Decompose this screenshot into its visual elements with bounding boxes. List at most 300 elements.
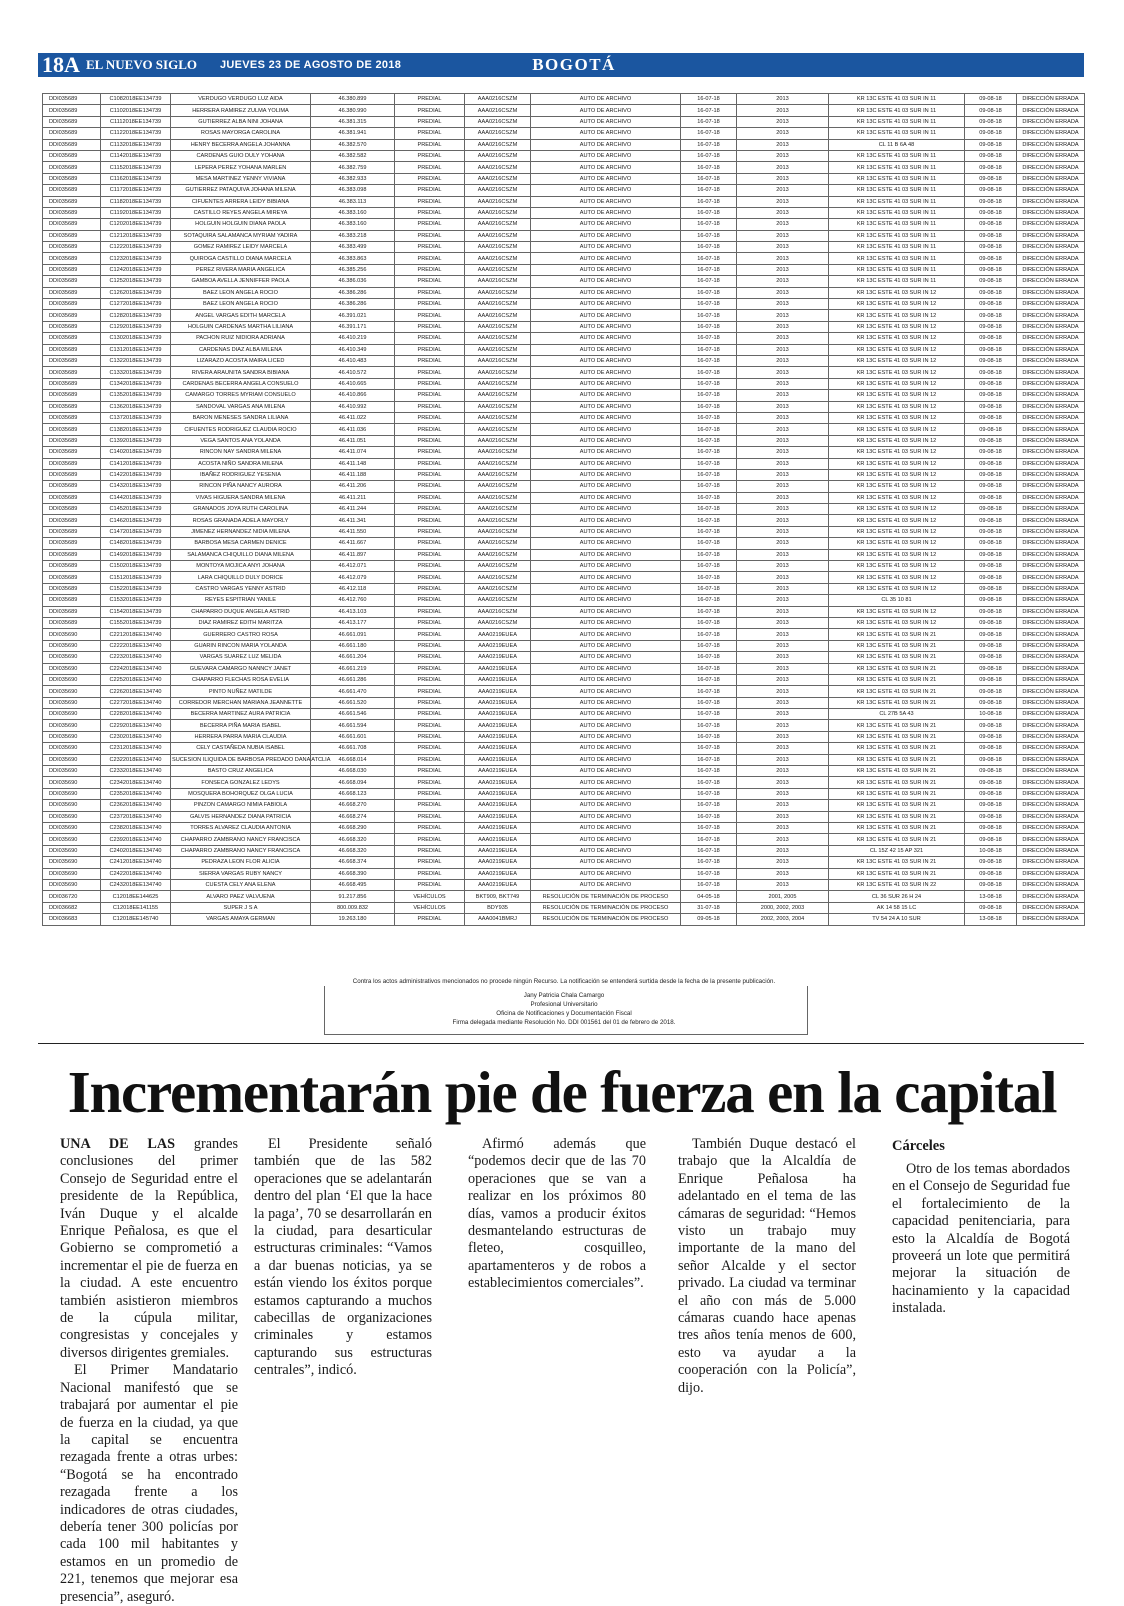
table-cell: AUTO DE ARCHIVO (531, 674, 681, 685)
table-cell: 16-07-18 (681, 321, 737, 332)
table-cell: 2013 (737, 515, 829, 526)
table-cell: AUTO DE ARCHIVO (531, 481, 681, 492)
table-cell: JIMENEZ HERNANDEZ NIDIA MILENA (171, 526, 311, 537)
table-cell: BKT909, BKT749 (465, 891, 531, 902)
table-cell: DIRECCIÓN ERRADA (1017, 378, 1085, 389)
table-cell: C12018EE141155 (101, 902, 171, 913)
table-cell: KR 13C ESTE 41 03 SUR IN 12 (829, 515, 965, 526)
table-cell: 09-08-18 (965, 834, 1017, 845)
table-cell: PREDIAL (395, 230, 465, 241)
table-row (43, 834, 1085, 845)
table-cell: 46.668.030 (311, 766, 395, 777)
table-cell: PREDIAL (395, 458, 465, 469)
table-cell: CARDENAS GUIO DULY YOHANA (171, 150, 311, 161)
table-cell: DDI035689 (43, 299, 101, 310)
table-cell: CHAPARRO DUQUE ANGELA ASTRID (171, 606, 311, 617)
table-cell: AAA0216CSZM (465, 139, 531, 150)
table-cell: AAA0216CSZM (465, 367, 531, 378)
table-cell: KR 13C ESTE 41 03 SUR IN 21 (829, 731, 965, 742)
table-cell: 46.411.148 (311, 458, 395, 469)
table-cell: PREDIAL (395, 663, 465, 674)
table-cell: 2013 (737, 538, 829, 549)
table-cell: DIRECCIÓN ERRADA (1017, 276, 1085, 287)
table-cell: 46.661.470 (311, 686, 395, 697)
table-row (43, 743, 1085, 754)
table-cell: C1212018EE134739 (101, 230, 171, 241)
table-cell: DIRECCIÓN ERRADA (1017, 219, 1085, 230)
table-cell: DIRECCIÓN ERRADA (1017, 333, 1085, 344)
table-cell: KR 13C ESTE 41 03 SUR IN 21 (829, 823, 965, 834)
table-row (43, 390, 1085, 401)
table-cell: AAA0216CSZM (465, 549, 531, 560)
table-cell: 46.383.113 (311, 196, 395, 207)
table-cell: 16-07-18 (681, 857, 737, 868)
table-cell: 2013 (737, 162, 829, 173)
table-cell: AAA0216CSZM (465, 538, 531, 549)
table-cell: AUTO DE ARCHIVO (531, 128, 681, 139)
table-cell: 09-08-18 (965, 447, 1017, 458)
table-cell: C1382018EE134739 (101, 424, 171, 435)
table-row (43, 891, 1085, 902)
article-paragraph-4: Afirmó además que “podemos decir que de las 70 operaciones que se van a realizar en los próximos 80 días, vamos a producir éxitos desmantelando estructuras de fleteo, cosquilleo, apartamenteros y de robos a establecimientos comerciales”. (468, 1136, 646, 1292)
table-cell: 16-07-18 (681, 811, 737, 822)
table-cell: 16-07-18 (681, 207, 737, 218)
table-cell: DIRECCIÓN ERRADA (1017, 595, 1085, 606)
table-cell: 46.391.021 (311, 310, 395, 321)
table-cell: AAA0216CSZM (465, 595, 531, 606)
table-cell: 16-07-18 (681, 743, 737, 754)
table-cell: 16-07-18 (681, 230, 737, 241)
table-row (43, 185, 1085, 196)
table-cell: DIRECCIÓN ERRADA (1017, 663, 1085, 674)
table-cell: 46.411.244 (311, 504, 395, 515)
article-lead-in: UNA DE LAS (60, 1136, 176, 1152)
table-cell: 2013 (737, 207, 829, 218)
table-cell: AUTO DE ARCHIVO (531, 230, 681, 241)
table-cell: AAA0216CSZM (465, 469, 531, 480)
table-cell: AAA0216CSZM (465, 150, 531, 161)
table-cell: PREDIAL (395, 344, 465, 355)
table-cell: AAA0216CSZM (465, 185, 531, 196)
table-cell: 2002, 2003, 2004 (737, 914, 829, 925)
table-cell: C2312018EE134740 (101, 743, 171, 754)
table-cell: KR 13C ESTE 41 03 SUR IN 21 (829, 686, 965, 697)
table-cell: KR 13C ESTE 41 03 SUR IN 11 (829, 253, 965, 264)
table-cell: 16-07-18 (681, 640, 737, 651)
table-cell: DDI035689 (43, 321, 101, 332)
table-cell: DDI035689 (43, 196, 101, 207)
table-cell: 09-08-18 (965, 185, 1017, 196)
table-cell: 16-07-18 (681, 617, 737, 628)
table-cell: 16-07-18 (681, 105, 737, 116)
table-cell: KR 13C ESTE 41 03 SUR IN 12 (829, 549, 965, 560)
table-cell: C1312018EE134739 (101, 344, 171, 355)
table-row (43, 367, 1085, 378)
table-cell: DIRECCIÓN ERRADA (1017, 367, 1085, 378)
table-cell: 16-07-18 (681, 526, 737, 537)
table-cell: BDY935 (465, 902, 531, 913)
table-cell: KR 13C ESTE 41 03 SUR IN 21 (829, 777, 965, 788)
table-cell: HERRERA RAMIREZ ZULMA YOLIMA (171, 105, 311, 116)
table-cell: PREDIAL (395, 754, 465, 765)
table-cell: AK 14 58 15 LC (829, 902, 965, 913)
table-cell: DIRECCIÓN ERRADA (1017, 321, 1085, 332)
table-cell: KR 13C ESTE 41 03 SUR IN 12 (829, 606, 965, 617)
table-cell: 09-08-18 (965, 219, 1017, 230)
table-row (43, 663, 1085, 674)
table-cell: KR 13C ESTE 41 03 SUR IN 12 (829, 572, 965, 583)
table-cell: CUESTA CELY ANA ELENA (171, 879, 311, 890)
table-cell: C1122018EE134739 (101, 128, 171, 139)
table-cell: AUTO DE ARCHIVO (531, 504, 681, 515)
table-cell: AAA0219EUEA (465, 652, 531, 663)
table-cell: KR 13C ESTE 41 03 SUR IN 11 (829, 150, 965, 161)
table-cell: BAEZ LEON ANGELA ROCIO (171, 299, 311, 310)
table-cell: C2272018EE134740 (101, 697, 171, 708)
table-row (43, 424, 1085, 435)
table-cell: C1252018EE134739 (101, 276, 171, 287)
table-cell: 13-08-18 (965, 914, 1017, 925)
table-cell: KR 13C ESTE 41 03 SUR IN 12 (829, 424, 965, 435)
table-cell: DDI035689 (43, 492, 101, 503)
table-cell: CL 11 B 6A 48 (829, 139, 965, 150)
table-cell: LIZARAZO ACOSTA MAIRA LICED (171, 355, 311, 366)
table-cell: 09-08-18 (965, 720, 1017, 731)
table-cell: 16-07-18 (681, 469, 737, 480)
table-row (43, 310, 1085, 321)
table-cell: 46.382.759 (311, 162, 395, 173)
table-cell: 09-08-18 (965, 561, 1017, 572)
table-cell: 46.668.390 (311, 868, 395, 879)
table-cell: DIRECCIÓN ERRADA (1017, 640, 1085, 651)
table-cell: AAA0216CSZM (465, 173, 531, 184)
table-cell: PREDIAL (395, 515, 465, 526)
table-cell: C1462018EE134739 (101, 515, 171, 526)
table-cell: AUTO DE ARCHIVO (531, 105, 681, 116)
table-row (43, 709, 1085, 720)
table-cell: VIVAS HIGUERA SANDRA MILENA (171, 492, 311, 503)
table-cell: 09-08-18 (965, 424, 1017, 435)
table-cell: 09-08-18 (965, 105, 1017, 116)
table-cell: 16-07-18 (681, 412, 737, 423)
table-cell: AAA0219EUEA (465, 868, 531, 879)
table-row (43, 572, 1085, 583)
table-cell: 46.411.036 (311, 424, 395, 435)
table-cell: AAA0216CSZM (465, 378, 531, 389)
table-cell: CARDENAS BECERRA ANGELA CONSUELO (171, 378, 311, 389)
table-row (43, 652, 1085, 663)
table-cell: 2013 (737, 321, 829, 332)
table-cell: AAA0041BMRJ (465, 914, 531, 925)
table-cell: C2252018EE134740 (101, 674, 171, 685)
table-cell: REYES ESPITRIAN YANILE (171, 595, 311, 606)
table-row (43, 469, 1085, 480)
table-cell: DIRECCIÓN ERRADA (1017, 583, 1085, 594)
table-cell: AAA0216CSZM (465, 412, 531, 423)
table-cell: 09-08-18 (965, 150, 1017, 161)
table-cell: DIRECCIÓN ERRADA (1017, 686, 1085, 697)
table-cell: 09-08-18 (965, 435, 1017, 446)
table-cell: 2013 (737, 743, 829, 754)
table-cell: PREDIAL (395, 162, 465, 173)
table-cell: DIRECCIÓN ERRADA (1017, 697, 1085, 708)
table-cell: AAA0216CSZM (465, 207, 531, 218)
table-cell: 09-08-18 (965, 378, 1017, 389)
table-cell: DIRECCIÓN ERRADA (1017, 845, 1085, 856)
table-cell: PREDIAL (395, 469, 465, 480)
table-cell: 2013 (737, 276, 829, 287)
table-row (43, 902, 1085, 913)
table-cell: 09-08-18 (965, 686, 1017, 697)
table-cell: DIRECCIÓN ERRADA (1017, 230, 1085, 241)
table-row (43, 287, 1085, 298)
table-cell: DDI035689 (43, 606, 101, 617)
table-cell: AUTO DE ARCHIVO (531, 367, 681, 378)
table-cell: AAA0216CSZM (465, 424, 531, 435)
table-row (43, 378, 1085, 389)
table-cell: DIRECCIÓN ERRADA (1017, 390, 1085, 401)
table-cell: DIRECCIÓN ERRADA (1017, 207, 1085, 218)
table-cell: 46.383.160 (311, 207, 395, 218)
table-cell: DDI035689 (43, 515, 101, 526)
article-paragraph-6: Otro de los temas abordados en el Consejo de Seguridad fue el fortalecimiento de la capacidad penitenciaria, para esto la Alcaldía de Bogotá proveerá un lote que permitirá mejorar la situación de hacinamiento y la capacidad instalada. (892, 1161, 1070, 1317)
table-cell: DIRECCIÓN ERRADA (1017, 902, 1085, 913)
table-cell: 16-07-18 (681, 515, 737, 526)
table-cell: 2013 (737, 504, 829, 515)
table-row (43, 800, 1085, 811)
table-cell: AUTO DE ARCHIVO (531, 743, 681, 754)
table-cell: 2013 (737, 481, 829, 492)
table-row (43, 264, 1085, 275)
table-cell: 2013 (737, 674, 829, 685)
table-cell: C1322018EE134739 (101, 355, 171, 366)
table-cell: AUTO DE ARCHIVO (531, 492, 681, 503)
table-cell: C1502018EE134739 (101, 561, 171, 572)
table-cell: KR 13C ESTE 41 03 SUR IN 11 (829, 162, 965, 173)
table-cell: IBAÑEZ RODRIGUEZ YESENIA (171, 469, 311, 480)
table-cell: DIRECCIÓN ERRADA (1017, 435, 1085, 446)
table-cell: GOMEZ RAMIREZ LEIDY MARCELA (171, 242, 311, 253)
table-cell: DIRECCIÓN ERRADA (1017, 526, 1085, 537)
table-cell: 16-07-18 (681, 572, 737, 583)
table-cell: PREDIAL (395, 390, 465, 401)
table-cell: DDI035689 (43, 401, 101, 412)
table-row (43, 230, 1085, 241)
table-cell: DIRECCIÓN ERRADA (1017, 629, 1085, 640)
table-cell: 16-07-18 (681, 686, 737, 697)
table-cell: 09-08-18 (965, 606, 1017, 617)
table-cell: LEPERA PEREZ YOHANA MARLEN (171, 162, 311, 173)
table-cell: SIERRA VARGAS RUBY NANCY (171, 868, 311, 879)
table-row (43, 583, 1085, 594)
table-cell: ANGEL VARGAS EDITH MARCELA (171, 310, 311, 321)
table-cell: 46.413.177 (311, 617, 395, 628)
table-cell: AAA0216CSZM (465, 515, 531, 526)
table-cell: AUTO DE ARCHIVO (531, 720, 681, 731)
table-cell: CL 35 10 81 (829, 595, 965, 606)
table-cell: DDI035690 (43, 720, 101, 731)
table-cell: PREDIAL (395, 777, 465, 788)
table-cell: 2013 (737, 139, 829, 150)
table-cell: AUTO DE ARCHIVO (531, 811, 681, 822)
table-cell: 46.411.341 (311, 515, 395, 526)
table-cell: 46.668.495 (311, 879, 395, 890)
table-cell: 09-08-18 (965, 766, 1017, 777)
table-cell: 46.382.582 (311, 150, 395, 161)
table-row (43, 333, 1085, 344)
table-cell: DDI035690 (43, 823, 101, 834)
table-cell: 46.661.286 (311, 674, 395, 685)
table-cell: AUTO DE ARCHIVO (531, 515, 681, 526)
table-row (43, 515, 1085, 526)
table-cell: DIRECCIÓN ERRADA (1017, 891, 1085, 902)
table-cell: 46.383.160 (311, 219, 395, 230)
table-cell: PREDIAL (395, 310, 465, 321)
table-cell: 2013 (737, 766, 829, 777)
table-cell: 09-08-18 (965, 469, 1017, 480)
table-cell: DDI035689 (43, 481, 101, 492)
table-cell: AUTO DE ARCHIVO (531, 868, 681, 879)
table-cell: DDI035690 (43, 788, 101, 799)
table-cell: C12018EE144625 (101, 891, 171, 902)
table-cell: 16-07-18 (681, 355, 737, 366)
table-cell: DDI035690 (43, 766, 101, 777)
table-cell: DIRECCIÓN ERRADA (1017, 754, 1085, 765)
table-row (43, 299, 1085, 310)
article-headline: Incrementarán pie de fuerza en la capital (67, 1059, 1057, 1125)
table-cell: AAA0216CSZM (465, 242, 531, 253)
table-cell: 16-07-18 (681, 128, 737, 139)
table-cell: 46.382.570 (311, 139, 395, 150)
table-cell: C1422018EE134739 (101, 469, 171, 480)
table-cell: 46.668.123 (311, 788, 395, 799)
table-cell: C1172018EE134739 (101, 185, 171, 196)
table-row (43, 321, 1085, 332)
table-cell: 2013 (737, 390, 829, 401)
table-cell: AUTO DE ARCHIVO (531, 652, 681, 663)
table-cell: PREDIAL (395, 914, 465, 925)
table-cell: AAA0216CSZM (465, 299, 531, 310)
table-cell: AUTO DE ARCHIVO (531, 595, 681, 606)
table-cell: PREDIAL (395, 150, 465, 161)
page-number: 18A (42, 52, 80, 77)
table-cell: 09-08-18 (965, 868, 1017, 879)
table-cell: 16-07-18 (681, 94, 737, 105)
table-cell: C1082018EE134739 (101, 94, 171, 105)
appeal-notice: Contra los actos administrativos mencionados no procede ningún Recurso. La notificación se entenderá surtida desde la fecha de la presente publicación. (352, 978, 776, 985)
table-cell: AAA0216CSZM (465, 116, 531, 127)
table-cell: DDI035690 (43, 697, 101, 708)
table-cell: 46.668.290 (311, 823, 395, 834)
table-cell: AUTO DE ARCHIVO (531, 788, 681, 799)
table-cell: DDI035689 (43, 94, 101, 105)
table-cell: SUPER J S A (171, 902, 311, 913)
table-row (43, 697, 1085, 708)
table-cell: KR 13C ESTE 41 03 SUR IN 11 (829, 185, 965, 196)
table-cell: DIRECCIÓN ERRADA (1017, 299, 1085, 310)
table-cell: VEHÍCULOS (395, 891, 465, 902)
table-cell: PREDIAL (395, 321, 465, 332)
table-cell: C1282018EE134739 (101, 310, 171, 321)
table-cell: C2212018EE134740 (101, 629, 171, 640)
table-cell: 09-08-18 (965, 572, 1017, 583)
table-cell: C2232018EE134740 (101, 652, 171, 663)
table-cell: C1402018EE134739 (101, 447, 171, 458)
table-cell: AAA0219EUEA (465, 640, 531, 651)
table-cell: 46.411.211 (311, 492, 395, 503)
table-cell: C1552018EE134739 (101, 617, 171, 628)
table-cell: AUTO DE ARCHIVO (531, 663, 681, 674)
table-row (43, 857, 1085, 868)
table-cell: AAA0216CSZM (465, 481, 531, 492)
table-cell: 16-07-18 (681, 720, 737, 731)
table-cell: DDI035689 (43, 424, 101, 435)
table-cell: CAMARGO TORRES MYRIAM CONSUELO (171, 390, 311, 401)
table-cell: AUTO DE ARCHIVO (531, 253, 681, 264)
table-cell: AAA0216CSZM (465, 355, 531, 366)
table-cell: 46.411.051 (311, 435, 395, 446)
table-cell: KR 13C ESTE 41 03 SUR IN 21 (829, 743, 965, 754)
table-cell: DIRECCIÓN ERRADA (1017, 139, 1085, 150)
table-cell: C2322018EE134740 (101, 754, 171, 765)
table-row (43, 481, 1085, 492)
table-cell: AAA0216CSZM (465, 458, 531, 469)
table-cell: C1202018EE134739 (101, 219, 171, 230)
table-cell: PREDIAL (395, 766, 465, 777)
table-cell: PREDIAL (395, 879, 465, 890)
table-cell: DIRECCIÓN ERRADA (1017, 469, 1085, 480)
table-cell: 2013 (737, 663, 829, 674)
table-cell: C2372018EE134740 (101, 811, 171, 822)
table-row (43, 196, 1085, 207)
table-cell: KR 13C ESTE 41 03 SUR IN 12 (829, 333, 965, 344)
table-cell: KR 13C ESTE 41 03 SUR IN 21 (829, 811, 965, 822)
table-cell: AAA0219EUEA (465, 663, 531, 674)
table-cell: PREDIAL (395, 401, 465, 412)
table-cell: AUTO DE ARCHIVO (531, 583, 681, 594)
table-cell: C12018EE145740 (101, 914, 171, 925)
table-cell: BECERRA PIÑA MARIA ISABEL (171, 720, 311, 731)
table-cell: DIRECCIÓN ERRADA (1017, 766, 1085, 777)
table-cell: AAA0216CSZM (465, 94, 531, 105)
table-cell: AAA0216CSZM (465, 196, 531, 207)
table-cell: C1242018EE134739 (101, 264, 171, 275)
table-cell: KR 13C ESTE 41 03 SUR IN 11 (829, 264, 965, 275)
table-cell: KR 13C ESTE 41 03 SUR IN 22 (829, 879, 965, 890)
table-cell: DDI035689 (43, 128, 101, 139)
table-cell: DIRECCIÓN ERRADA (1017, 617, 1085, 628)
table-cell: C1372018EE134739 (101, 412, 171, 423)
table-cell: 16-07-18 (681, 196, 737, 207)
table-cell: KR 13C ESTE 41 03 SUR IN 21 (829, 857, 965, 868)
table-cell: VEHÍCULOS (395, 902, 465, 913)
table-cell: DDI035689 (43, 116, 101, 127)
table-cell: 16-07-18 (681, 731, 737, 742)
table-cell: 46.668.270 (311, 800, 395, 811)
table-cell: 09-08-18 (965, 162, 1017, 173)
table-cell: 46.661.091 (311, 629, 395, 640)
table-cell: 09-08-18 (965, 526, 1017, 537)
table-cell: ACOSTA NIÑO SANDRA MILENA (171, 458, 311, 469)
table-cell: 2013 (737, 879, 829, 890)
table-row (43, 845, 1085, 856)
table-cell: 46.386.036 (311, 276, 395, 287)
table-cell: C1412018EE134739 (101, 458, 171, 469)
table-cell: 2013 (737, 94, 829, 105)
table-cell: KR 13C ESTE 41 03 SUR IN 11 (829, 242, 965, 253)
table-cell: DIRECCIÓN ERRADA (1017, 515, 1085, 526)
table-cell: 09-08-18 (965, 344, 1017, 355)
